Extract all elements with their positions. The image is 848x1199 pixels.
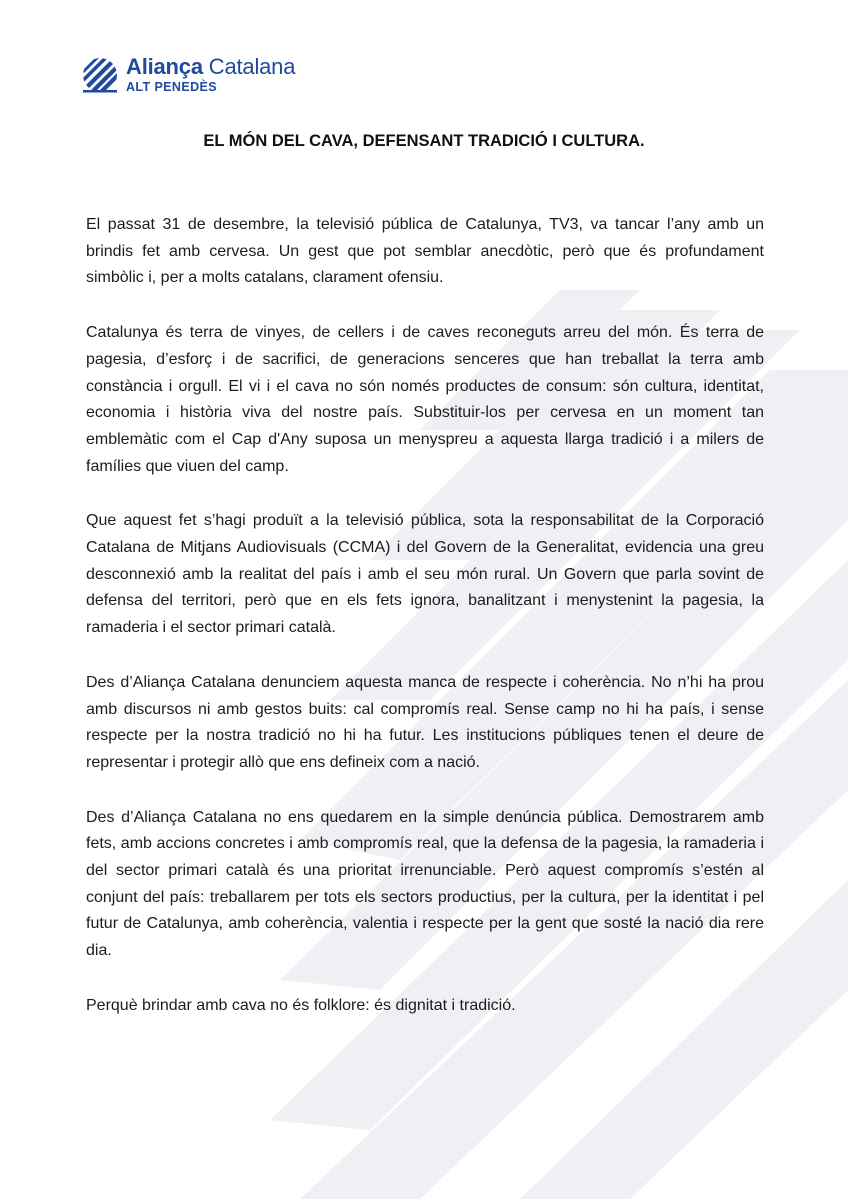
document-body [86,212,764,1048]
organization-logo [80,55,295,95]
logo-region: ALT PENEDÈS [126,80,217,95]
paragraph: El passat 31 de desembre, la televisió pública de Catalunya, TV3, va tancar l’any amb un brindis fet amb cervesa. Un gest que pot semblar anecdòtic, però que és profundament simbòlic i, per a molts catalans, clarament ofensiu. [86,216,764,287]
paragraph-closing: Perquè brindar amb cava no és folklore: és dignitat i tradició. [86,996,516,1014]
logo-wordmark: Aliança Catalana [126,54,296,80]
logo-globe-icon [80,55,120,95]
paragraph: Que aquest fet s’hagi produït a la televisió pública, sota la responsabilitat de la Corporació Catalana de Mitjans Audiovisuals (CCMA) i del Govern de la Generalitat, evidencia una greu desconnexió amb la realitat del país i amb el seu món rural. Un Govern que parla sovint de defensa del territori, però que en els fets ignora, banalitzant i menystenint la pagesia, la ramaderia i el sector primari català. [86,512,764,637]
paragraph: Des d’Aliança Catalana denunciem aquesta manca de respecte i coherència. No n’hi ha prou amb discursos ni amb gestos buits: cal compromís real. Sense camp no hi ha país, i sense respecte per la nostra tradició no hi ha futur. Les institucions públiques tenen el deure de representar i protegir allò que ens defineix com a nació. [86,673,764,771]
document-title: EL MÓN DEL CAVA, DEFENSANT TRADICIÓ I CULTURA. [203,132,645,150]
paragraph: Catalunya és terra de vinyes, de cellers i de caves reconeguts arreu del món. És terra de pagesia, d’esforç i de sacrifici, de generacions senceres que han treballat la terra amb constància i orgull. El vi i el cava no són només productes de consum: són cultura, identitat, economia i història viva del nostre país. Substituir-los per cervesa en un moment tan emblemàtic com el Cap d'Any suposa un menyspreu a aquesta llarga tradició i a milers de famílies que viuen del camp. [86,324,764,475]
paragraph: Des d’Aliança Catalana no ens quedarem en la simple denúncia pública. Demostrarem amb fets, amb accions concretes i amb compromís real, que la defensa de la pagesia, la ramaderia i del sector primari català és una prioritat irrenunciable. Però aquest compromís s’estén al conjunt del país: treballarem per tots els sectors productius, per la cultura, per la identitat i pel futur de Catalunya, amb coherència, valentia i respecte per la gent que sosté la nació dia rere dia. [86,808,764,960]
